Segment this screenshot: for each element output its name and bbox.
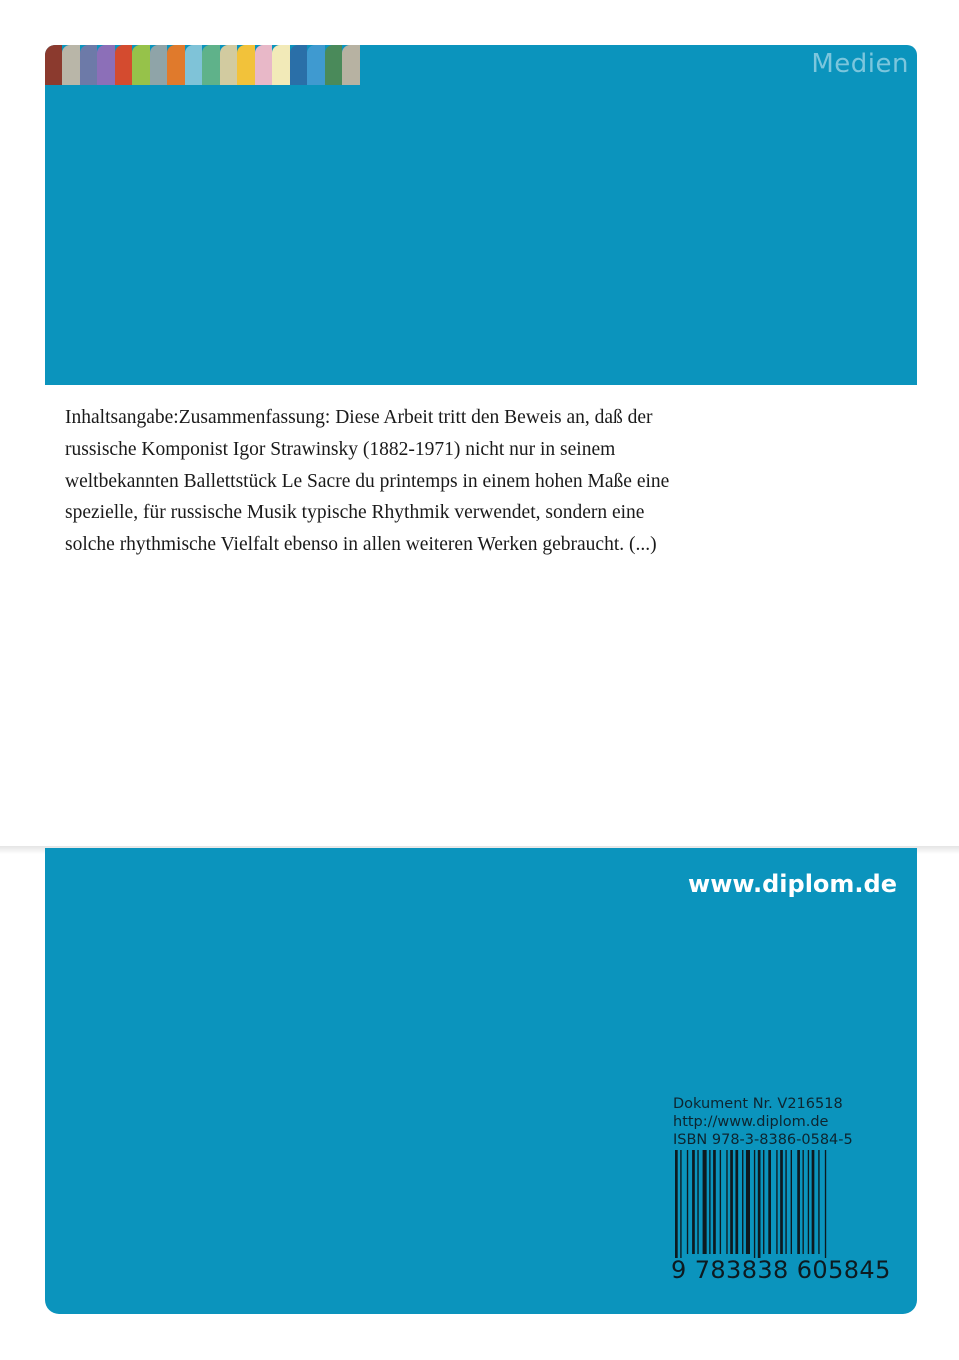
- abstract-line: Inhaltsangabe:Zusammenfassung: Diese Arbeit tritt den Beweis an, daß der: [65, 407, 653, 428]
- color-stripe: [185, 45, 202, 85]
- barcode-bar: [742, 1150, 743, 1254]
- barcode-bar: [803, 1150, 804, 1254]
- abstract-line: solche rhythmische Vielfalt ebenso in allen weiteren Werken gebraucht. (...): [65, 534, 657, 556]
- barcode-bar: [776, 1150, 777, 1254]
- color-stripe: [342, 45, 360, 85]
- barcode-bar: [758, 1150, 761, 1258]
- color-stripe: [45, 45, 62, 85]
- barcode-bar: [730, 1150, 733, 1254]
- isbn-barcode: [671, 1150, 899, 1286]
- barcode-bar: [675, 1150, 678, 1258]
- barcode-bars: [671, 1150, 899, 1258]
- barcode-bar: [808, 1150, 809, 1254]
- color-stripe: [132, 45, 150, 85]
- abstract-line: spezielle, für russische Musik typische Rhythmik verwendet, sondern eine: [65, 502, 645, 524]
- barcode-bar: [720, 1150, 721, 1254]
- publisher-url[interactable]: www.diplom.de: [688, 870, 897, 898]
- color-stripe: [237, 45, 255, 85]
- barcode-bar: [763, 1150, 764, 1254]
- document-number: Dokument Nr. V216518: [673, 1096, 843, 1112]
- barcode-bar: [818, 1150, 819, 1254]
- cover-bottom-panel: [45, 848, 917, 1314]
- color-stripe: [255, 45, 272, 85]
- document-metadata: [673, 1095, 853, 1149]
- barcode-bar: [726, 1150, 727, 1254]
- color-stripe: [202, 45, 220, 85]
- color-stripe: [220, 45, 237, 85]
- color-stripe: [167, 45, 185, 85]
- color-stripe: [307, 45, 325, 85]
- color-stripe: [115, 45, 132, 85]
- barcode-bar: [768, 1150, 771, 1254]
- barcode-bar: [754, 1150, 755, 1258]
- color-stripe: [290, 45, 307, 85]
- barcode-bar: [697, 1150, 698, 1254]
- barcode-bar: [680, 1150, 681, 1258]
- barcode-bar: [785, 1150, 786, 1254]
- barcode-bar: [692, 1150, 695, 1254]
- color-stripe: [325, 45, 342, 85]
- barcode-bar: [709, 1150, 710, 1254]
- cover-top-panel: [45, 45, 917, 385]
- barcode-bar: [791, 1150, 792, 1254]
- barcode-bar: [687, 1150, 688, 1254]
- abstract-line: russische Komponist Igor Strawinsky (1882-1971) nicht nur in seinem: [65, 438, 616, 460]
- barcode-bar: [812, 1150, 815, 1254]
- barcode-bar: [703, 1150, 707, 1254]
- barcode-bar: [713, 1150, 716, 1254]
- abstract-line: weltbekannten Ballettstück Le Sacre du printemps in einem hohen Maße eine: [65, 470, 670, 492]
- color-stripe-bar: [45, 45, 360, 85]
- color-stripe: [272, 45, 290, 85]
- abstract-text: [65, 402, 785, 561]
- website-link[interactable]: http://www.diplom.de: [673, 1114, 829, 1130]
- barcode-bar: [797, 1150, 800, 1254]
- color-stripe: [62, 45, 80, 85]
- barcode-bar: [746, 1150, 750, 1254]
- publisher-series-label: Medien: [811, 49, 909, 79]
- barcode-bar: [825, 1150, 826, 1258]
- isbn: ISBN 978-3-8386-0584-5: [673, 1132, 853, 1148]
- color-stripe: [150, 45, 167, 85]
- color-stripe: [80, 45, 97, 85]
- barcode-digits: 9 783838 605845: [671, 1256, 891, 1284]
- barcode-bar: [735, 1150, 738, 1254]
- color-stripe: [97, 45, 115, 85]
- barcode-bar: [780, 1150, 783, 1254]
